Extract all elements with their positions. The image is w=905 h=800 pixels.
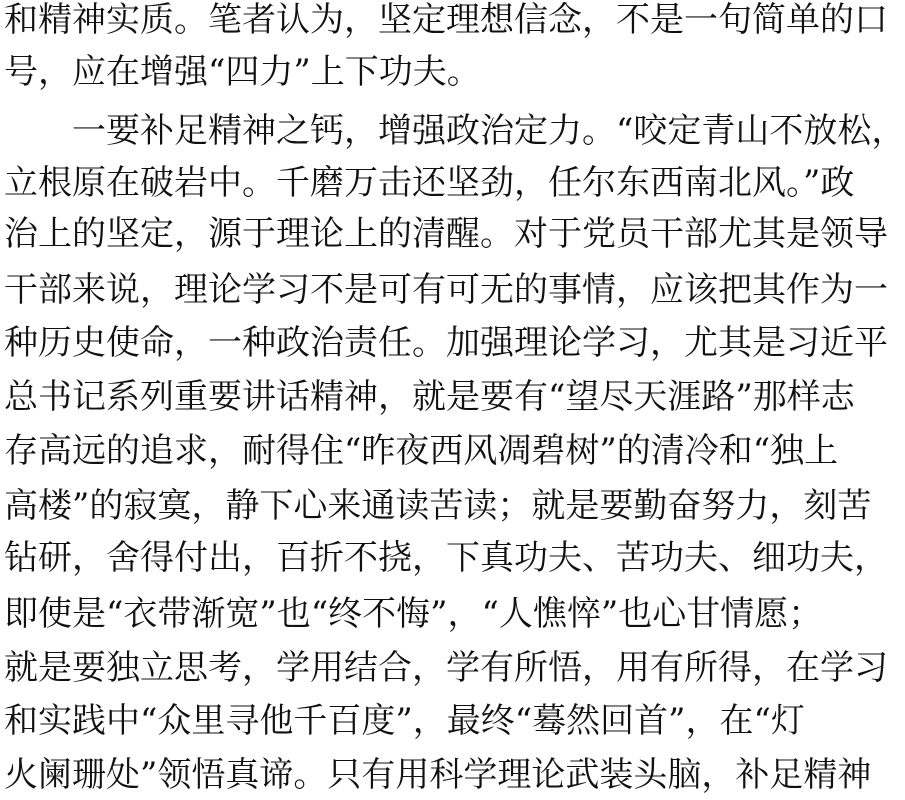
text-line: 钻研，舍得付出，百折不挠，下真功夫、苦功夫、细功夫，: [4, 538, 888, 578]
text-line: 总书记系列重要讲话精神，就是要有“望尽天涯路”那样志: [4, 377, 855, 417]
text-line: 和实践中“众里寻他千百度”，最终“蓦然回首”，在“灯: [4, 701, 805, 741]
text-line: 存高远的追求，耐得住“昨夜西风凋碧树”的清冷和“独上: [4, 431, 839, 471]
text-line: 和精神实质。笔者认为，坚定理想信念，不是一句简单的口: [4, 0, 888, 40]
text-line: 火阑珊处”领悟真谛。只有用科学理论武装头脑，补足精神: [4, 755, 872, 795]
text-line: 种历史使命，一种政治责任。加强理论学习，尤其是习近平: [4, 323, 888, 363]
paragraph-first-line: 一要补足精神之钙，增强政治定力。“咬定青山不放松，: [72, 111, 905, 151]
text-line: 干部来说，理论学习不是可有可无的事情，应该把其作为一: [4, 270, 888, 310]
text-line: 高楼”的寂寞，静下心来通读苦读；就是要勤奋努力，刻苦: [4, 486, 872, 526]
text-line: 即使是“衣带渐宽”也“终不悔”，“人憔悴”也心甘情愿；: [4, 594, 823, 634]
text-line: 立根原在破岩中。千磨万击还坚劲，任尔东西南北风。”政: [4, 163, 855, 203]
text-line: 就是要独立思考，学用结合，学有所悟，用有所得，在学习: [4, 648, 888, 688]
text-line: 号，应在增强“四力”上下功夫。: [4, 52, 481, 92]
text-line: 治上的坚定，源于理论上的清醒。对于党员干部尤其是领导: [4, 214, 888, 254]
